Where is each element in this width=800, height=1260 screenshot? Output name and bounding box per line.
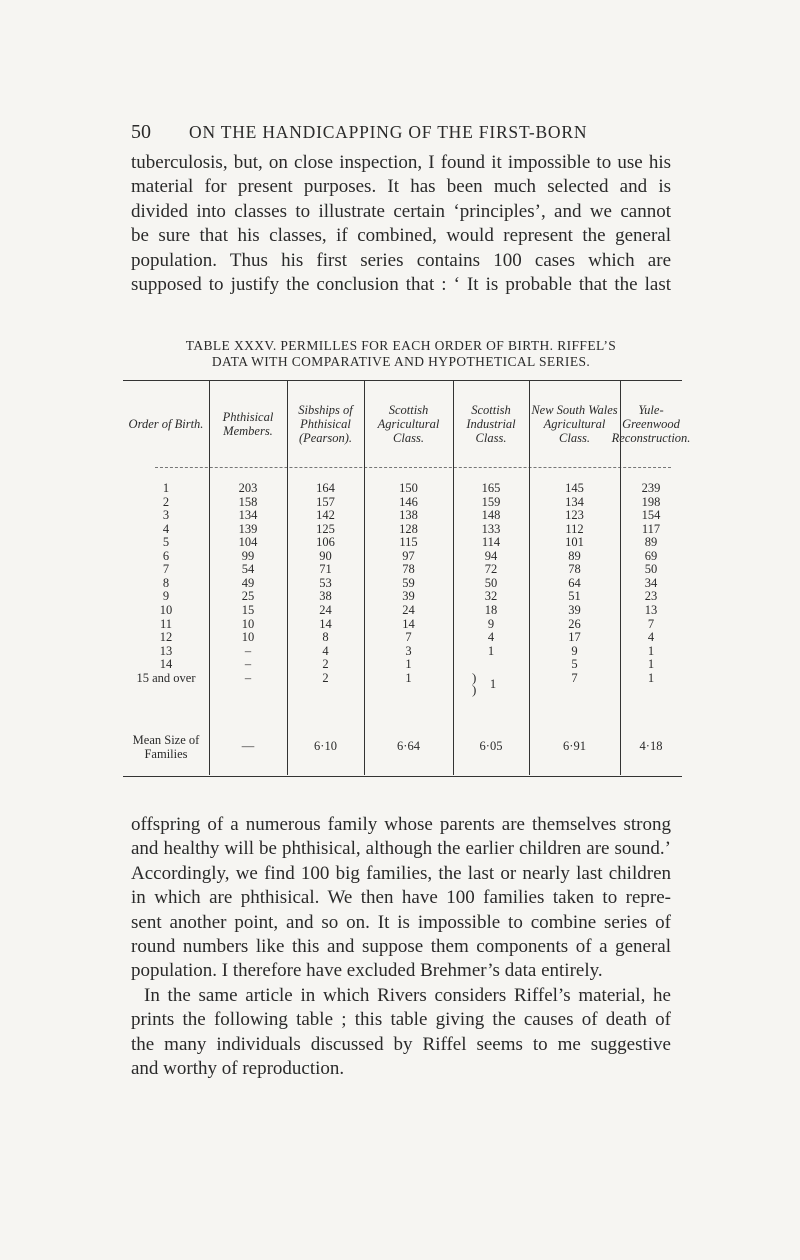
mean-value: 4·18	[639, 739, 663, 753]
table-cell: 5	[571, 657, 578, 672]
row-label: 5	[162, 535, 170, 550]
running-head	[131, 121, 671, 144]
table-cell: 203	[238, 481, 258, 495]
table-cell: 9	[487, 616, 495, 631]
table-cell: 59	[402, 575, 415, 590]
header-divider	[155, 467, 671, 468]
row-label: 6	[162, 548, 170, 563]
caption-line: TABLE XXXV. PERMILLES FOR EACH ORDER OF BIRTH. RIFFEL’S	[185, 338, 617, 353]
row-label: 11	[159, 616, 173, 631]
merged-cell-industrial-14-15: 1	[489, 677, 497, 691]
table-cell: 123	[565, 508, 584, 523]
table-cell: 64	[568, 575, 581, 590]
table-cell: 71	[319, 562, 332, 577]
mean-value: 6·10	[314, 739, 337, 753]
row-label: 14	[159, 657, 173, 672]
table-cell: 1	[405, 657, 412, 672]
table-cell: 99	[241, 548, 255, 563]
row-label: 12	[159, 630, 173, 645]
table-cell: 146	[399, 494, 418, 509]
table-cell: –	[244, 643, 252, 658]
mean-value: 6·64	[397, 739, 420, 753]
table-cell: 97	[402, 548, 415, 563]
text-line: and worthy of reproduction.	[131, 1058, 345, 1080]
table-cell: 3	[405, 643, 412, 658]
table-cell: 94	[484, 548, 498, 563]
mean-value: 6·91	[563, 739, 586, 753]
table-cell: 1	[487, 643, 495, 658]
table-cell: 78	[568, 562, 581, 577]
table-cell: 142	[316, 508, 335, 523]
table-cell: 157	[316, 494, 335, 509]
table-cell: 198	[641, 494, 661, 509]
table-bottom-rule	[123, 776, 682, 777]
row-label: 1	[162, 481, 170, 495]
table-cell: 4	[322, 643, 329, 658]
table-cell: 39	[568, 602, 581, 617]
text-line: the many individuals discussed by Riffel seems to me suggestive	[131, 1033, 671, 1055]
page-number: 50	[131, 121, 151, 143]
text-line: supposed to justify the conclusion that : ‘ It is probable that the last	[131, 274, 671, 296]
table-cell: 7	[405, 630, 412, 645]
table-cell: 115	[399, 535, 418, 550]
text-line: population. I therefore have excluded Brehmer’s data entirely.	[131, 960, 603, 982]
table-cell: 49	[241, 575, 255, 590]
caption-line: DATA WITH COMPARATIVE AND HYPOTHETICAL SERIES.	[211, 354, 591, 369]
table-cell: 54	[241, 562, 255, 577]
row-label: 4	[162, 521, 170, 536]
header-new-south-wales: New South Wales Agricultural Class.	[531, 403, 618, 445]
table-cell: 145	[565, 481, 584, 495]
table-cell: 51	[568, 589, 581, 604]
table-cell: 17	[568, 630, 581, 645]
header-scottish-industrial: Scottish Industrial Class.	[466, 403, 516, 445]
text-line: divided into classes to illustrate certain ‘principles’, and we cannot	[131, 200, 671, 222]
table-cell: 23	[644, 589, 658, 604]
text-line: round numbers like this and suppose them components of a general	[131, 936, 671, 958]
table-cell: 1	[647, 643, 655, 658]
table-cell: 101	[565, 535, 584, 550]
table-cell: 148	[481, 508, 501, 523]
text-line: prints the following table ; this table giving the causes of death of	[131, 1009, 671, 1031]
table-cell: 69	[644, 548, 658, 563]
table-cell: 24	[402, 602, 415, 617]
table-cell: 164	[316, 481, 335, 495]
row-label: 3	[162, 508, 170, 523]
table-cell: 25	[241, 589, 255, 604]
table-cell: 159	[481, 494, 501, 509]
table-cell: 134	[565, 494, 584, 509]
table-cell: 138	[399, 508, 418, 523]
table-cell: 165	[481, 481, 501, 495]
table-cell: 14	[319, 616, 332, 631]
table-cell: 104	[238, 535, 258, 550]
header-yule-greenwood: Yule-Greenwood Reconstruction.	[611, 403, 691, 445]
row-label: 13	[159, 643, 173, 658]
table-cell: 50	[644, 562, 658, 577]
table-cell: 1	[647, 657, 655, 672]
text-line: in which are phthisical. We then have 100 families taken to repre-	[131, 887, 671, 909]
mean-size-label: Mean Size of Families	[132, 733, 200, 761]
table-cell: 158	[238, 494, 258, 509]
brace-icon: )	[472, 670, 477, 685]
text-line: be sure that his classes, if combined, would represent the general	[131, 225, 671, 247]
table-cell: –	[244, 657, 252, 672]
text-line: In the same article in which Rivers considers Riffel’s material, he	[144, 984, 671, 1006]
row-label: 8	[162, 575, 170, 590]
table-cell: 239	[641, 481, 661, 495]
header-scottish-agricultural: Scottish Agricultural Class.	[377, 403, 440, 445]
table-cell: 10	[241, 630, 255, 645]
table-cell: 134	[238, 508, 258, 523]
header-sibships-pearson: Sibships of Phthisical (Pearson).	[298, 403, 353, 445]
table-cell: 78	[402, 562, 415, 577]
row-label: 7	[162, 562, 170, 577]
table-cell: 10	[241, 616, 255, 631]
mean-value: —	[241, 739, 255, 753]
table-cell: 50	[484, 575, 498, 590]
table-cell: 1	[405, 670, 412, 685]
running-title: ON THE HANDICAPPING OF THE FIRST-BORN	[189, 122, 588, 142]
text-line: sent another point, and so on. It is impossible to combine series of	[131, 911, 671, 933]
table-cell: 8	[322, 630, 329, 645]
table-cell: 1	[647, 670, 655, 685]
table-cell: 72	[484, 562, 498, 577]
table-cell: 117	[641, 521, 661, 536]
table-caption	[131, 338, 671, 370]
row-label: 2	[162, 494, 170, 509]
row-label: 15 and over	[136, 670, 196, 685]
text-line: Accordingly, we find 100 big families, the last or nearly last children	[131, 862, 671, 884]
table-cell: 26	[568, 616, 581, 631]
table-cell: 125	[316, 521, 335, 536]
table-cell: 14	[402, 616, 415, 631]
text-line: population. Thus his first series contains 100 cases which are	[131, 249, 671, 271]
table-cell: 4	[647, 630, 655, 645]
table-cell: 89	[568, 548, 581, 563]
table-cell: 7	[647, 616, 655, 631]
table-cell: 139	[238, 521, 258, 536]
table-cell: 15	[241, 602, 255, 617]
table-cell: 112	[565, 521, 584, 536]
table-cell: 24	[319, 602, 332, 617]
table-cell: 154	[641, 508, 661, 523]
table-cell: 32	[484, 589, 498, 604]
table-cell: 9	[571, 643, 578, 658]
table-cell: 39	[402, 589, 415, 604]
header-phthisical-members: Phthisical Members.	[222, 410, 274, 438]
table-cell: 18	[484, 602, 498, 617]
table-cell: 53	[319, 575, 332, 590]
text-line: tuberculosis, but, on close inspection, I found it impossible to use his	[131, 152, 671, 173]
table-cell: 89	[644, 535, 658, 550]
table-cell: –	[244, 670, 252, 685]
table-cell: 133	[481, 521, 501, 536]
brace-icon: )	[472, 682, 477, 697]
paragraph-bottom	[131, 813, 671, 1081]
table-cell: 106	[316, 535, 335, 550]
table-cell: 90	[319, 548, 332, 563]
table-cell: 114	[481, 535, 501, 550]
table-cell: 128	[399, 521, 418, 536]
table-cell: 34	[644, 575, 658, 590]
row-label: 10	[159, 602, 173, 617]
text-line: offspring of a numerous family whose parents are themselves strong	[131, 814, 671, 835]
row-label: 9	[162, 589, 170, 604]
table-cell: 13	[644, 602, 658, 617]
text-line: and healthy will be phthisical, although the earlier children are sound.’	[131, 838, 671, 860]
table-cell: 2	[322, 670, 329, 685]
table-top-rule	[123, 380, 682, 381]
text-line: material for present purposes. It has been much selected and is	[131, 176, 671, 198]
paragraph-top	[131, 151, 671, 297]
table-cell: 2	[322, 657, 329, 672]
table-cell: 4	[487, 630, 495, 645]
table-cell: 150	[399, 481, 418, 495]
table-cell: 7	[571, 670, 578, 685]
mean-value: 6·05	[479, 739, 503, 753]
table-cell: 38	[319, 589, 332, 604]
header-order-of-birth: Order of Birth.	[128, 417, 204, 431]
